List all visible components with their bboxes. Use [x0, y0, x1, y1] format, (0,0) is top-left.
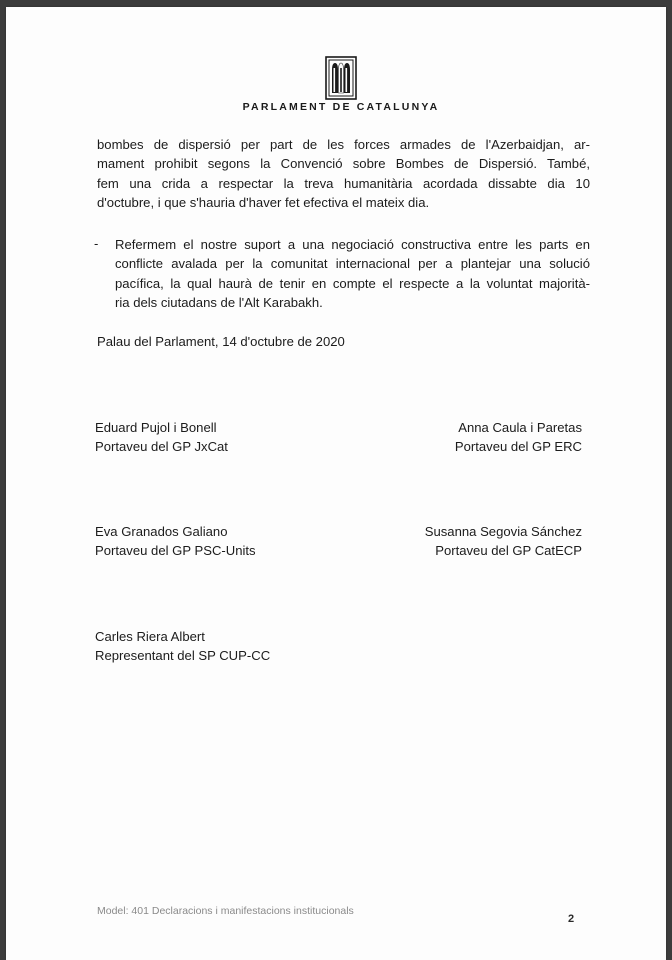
paragraph-cluster-bombs — [97, 135, 590, 213]
signatory-block — [390, 418, 582, 456]
organization-name: PARLAMENT DE CATALUNYA — [242, 101, 440, 113]
parliament-emblem-icon — [325, 56, 357, 100]
place-and-date: Palau del Parlament, 14 d'octubre de 2020 — [97, 334, 345, 349]
signatory-block — [95, 627, 270, 665]
text-line: bombes de dispersió per part de les forces armades de l'Azerbaidjan, ar- — [97, 137, 590, 152]
signatory-role: Portaveu del GP JxCat — [95, 439, 228, 454]
signatory-block — [95, 522, 256, 560]
text-line: pacífica, la qual haurà de tenir en compte el respecte a la voluntat majorità- — [115, 275, 590, 291]
text-line: fem una crida a respectar la treva humanitària acordada dissabte dia 10 — [97, 175, 590, 191]
page-number: 2 — [568, 913, 575, 925]
bullet-marker: - — [94, 236, 99, 251]
signatory-name: Eduard Pujol i Bonell — [95, 420, 217, 435]
text-line: d'octubre, i que s'hauria d'haver fet efectiva el mateix dia. — [97, 195, 430, 211]
signatory-role: Portaveu del GP ERC — [454, 439, 582, 454]
text-line: ria dels ciutadans de l'Alt Karabakh. — [115, 295, 323, 311]
signatory-role: Portaveu del GP CatECP — [435, 543, 582, 558]
signatory-block — [95, 418, 228, 456]
paragraph-negotiation-support — [115, 235, 590, 313]
text-line: mament prohibit segons la Convenció sobre Bombes de Dispersió. També, — [97, 156, 590, 172]
signatory-role: Portaveu del GP PSC-Units — [95, 543, 256, 558]
signatory-name: Anna Caula i Paretas — [458, 420, 582, 435]
signatory-name: Susanna Segovia Sánchez — [424, 524, 582, 539]
signatory-role: Representant del SP CUP-CC — [95, 648, 271, 663]
signatory-name: Eva Granados Galiano — [95, 524, 228, 539]
signatory-block — [390, 522, 582, 560]
text-line: Refermem el nostre suport a una negociació constructiva entre les parts en — [115, 237, 590, 252]
signatory-name: Carles Riera Albert — [95, 629, 205, 644]
text-line: conflicte avalada per la comunitat internacional per a plantejar una solució — [115, 256, 590, 272]
footer-model-label: Model: 401 Declaracions i manifestacions institucionals — [97, 905, 354, 917]
document-page — [6, 7, 666, 960]
